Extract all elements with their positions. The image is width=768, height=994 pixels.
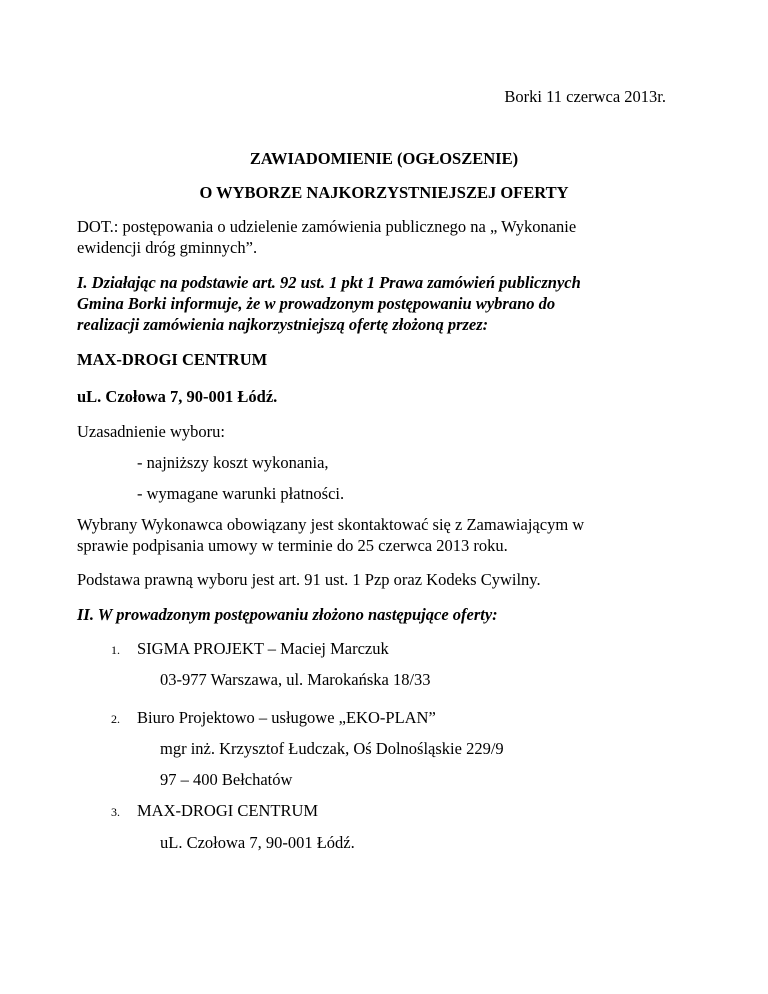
subject-line-1: DOT.: postępowania o udzielenie zamówienia publicznego na „ Wykonanie [77,217,577,236]
contact-line-1: Wybrany Wykonawca obowiązany jest skontaktować się z Zamawiającym w [77,515,585,534]
offer-number: 2. [111,712,120,726]
justification-label: Uzasadnienie wyboru: [77,422,225,441]
offer-detail: uL. Czołowa 7, 90-001 Łódź. [160,833,355,852]
offer-name: MAX-DROGI CENTRUM [137,801,319,820]
contact-line-2: sprawie podpisania umowy w terminie do 25 czerwca 2013 roku. [77,536,508,555]
title-line-1: ZAWIADOMIENIE (OGŁOSZENIE) [249,149,519,168]
offer-name: SIGMA PROJEKT – Maciej Marczuk [137,639,389,658]
section1-line-3: realizacji zamówienia najkorzystniejszą ofertę złożoną przez: [77,315,489,334]
legal-basis: Podstawa prawną wyboru jest art. 91 ust. 1 Pzp oraz Kodeks Cywilny. [77,570,541,589]
offer-detail: 97 – 400 Bełchatów [160,770,293,789]
winner-address: uL. Czołowa 7, 90-001 Łódź. [77,387,278,406]
title-line-2: O WYBORZE NAJKORZYSTNIEJSZEJ OFERTY [199,183,569,202]
document-date: Borki 11 czerwca 2013r. [504,87,666,106]
subject-line-2: ewidencji dróg gminnych”. [77,238,258,257]
section1-line-1: I. Działając na podstawie art. 92 ust. 1 pkt 1 Prawa zamówień publicznych [77,273,581,292]
section1-line-2: Gmina Borki informuje, że w prowadzonym postępowaniu wybrano do [77,294,556,313]
reason-item: - najniższy koszt wykonania, [137,453,329,472]
offer-detail: mgr inż. Krzysztof Łudczak, Oś Dolnośląskie 229/9 [160,739,504,758]
offer-name: Biuro Projektowo – usługowe „EKO-PLAN” [137,708,436,727]
winner-name: MAX-DROGI CENTRUM [77,350,268,369]
section2-heading: II. W prowadzonym postępowaniu złożono następujące oferty: [77,605,498,624]
offer-number: 3. [111,805,120,819]
reason-item: - wymagane warunki płatności. [137,484,345,503]
offer-number: 1. [111,643,120,657]
offer-detail: 03-977 Warszawa, ul. Marokańska 18/33 [160,670,431,689]
